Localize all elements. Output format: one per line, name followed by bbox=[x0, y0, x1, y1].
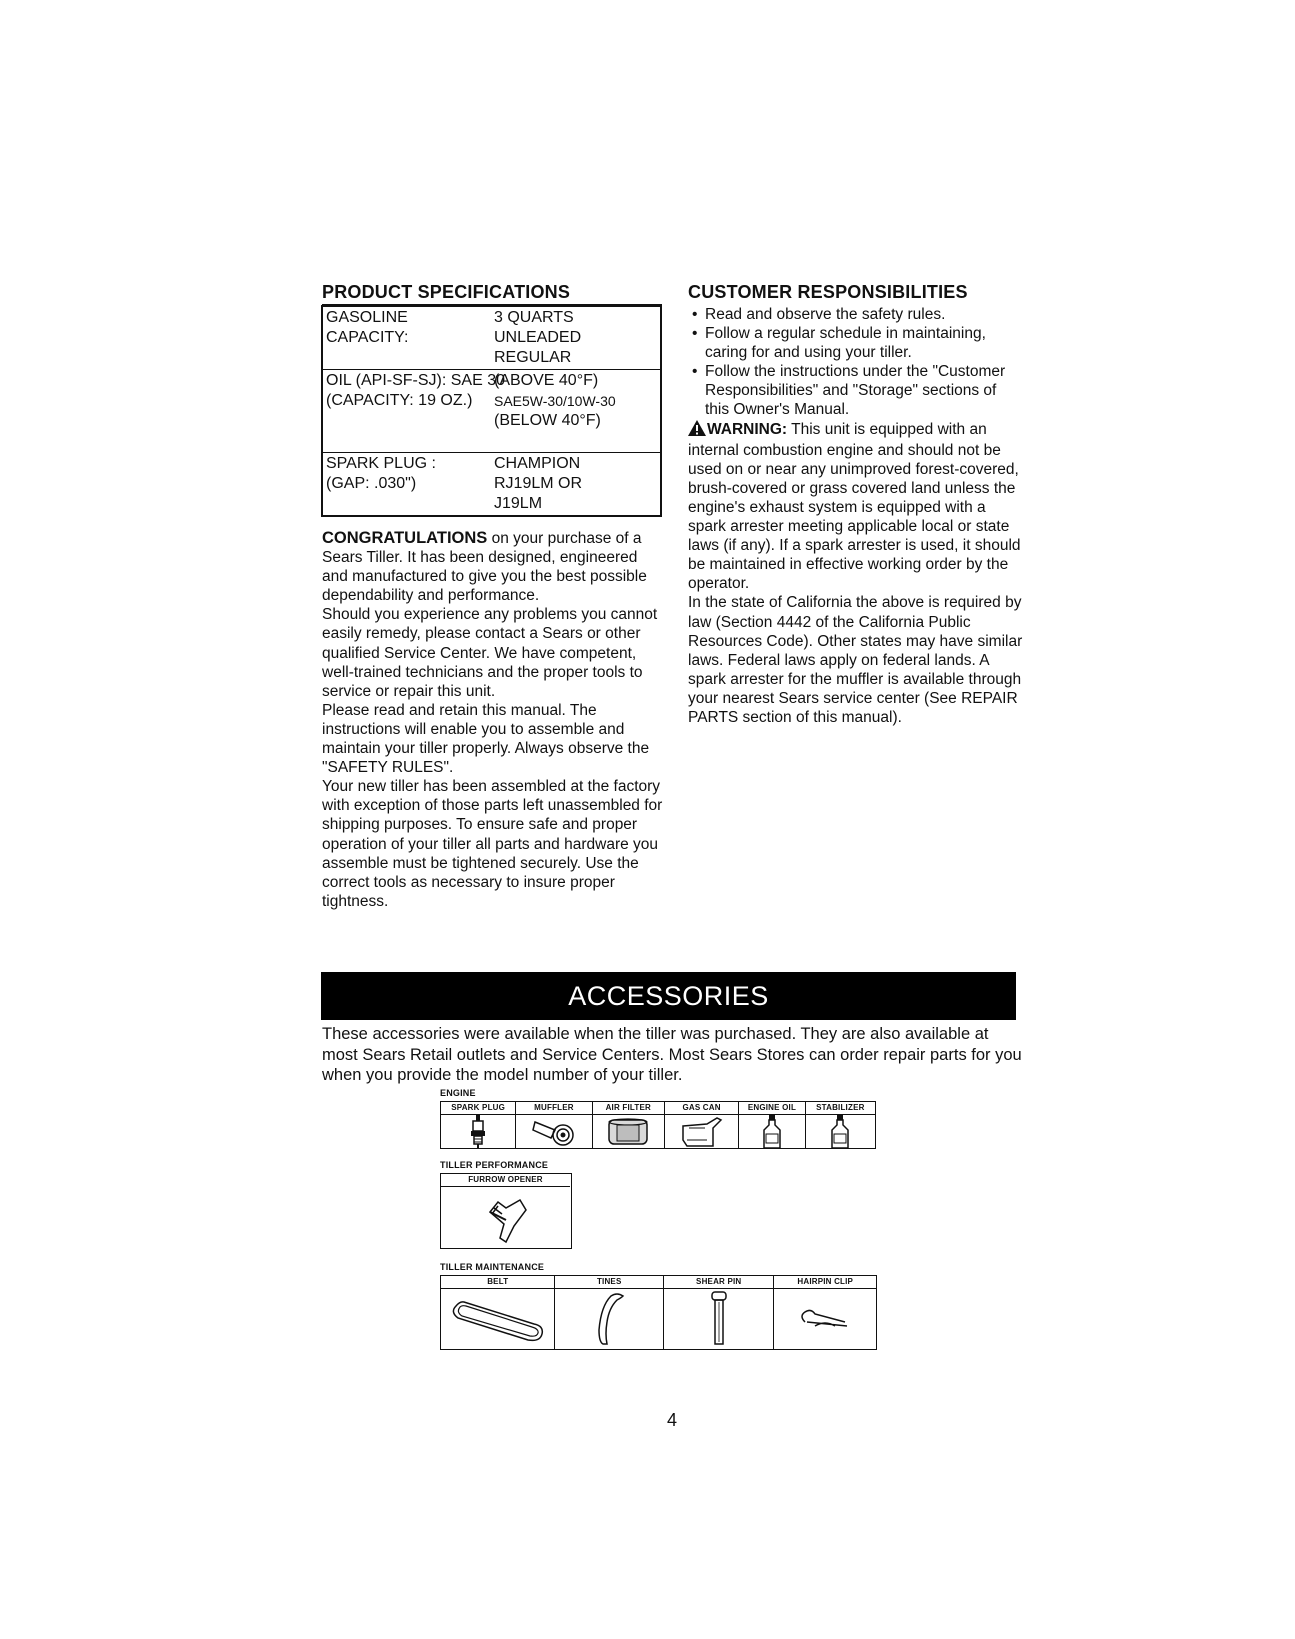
spec-label: CAPACITY: bbox=[326, 329, 409, 346]
spec-value: CHAMPION bbox=[494, 455, 581, 472]
engine-oil-bottle-icon bbox=[739, 1115, 804, 1149]
spec-value: (BELOW 40°F) bbox=[494, 412, 601, 429]
product-specifications-title: PRODUCT SPECIFICATIONS bbox=[322, 282, 662, 305]
tiller-performance-grid bbox=[440, 1173, 572, 1249]
accessory-hairpin-clip bbox=[774, 1276, 876, 1349]
congratulations-text: on your purchase of a Sears Tiller. It has been designed, engineered and manufactured to give you the best possible dependability and performance. bbox=[322, 530, 647, 605]
spec-value: 3 QUARTS bbox=[494, 309, 574, 326]
spec-label: SPARK PLUG : bbox=[326, 455, 436, 472]
belt-icon bbox=[441, 1289, 554, 1349]
engine-accessories-grid bbox=[440, 1101, 876, 1149]
spec-value: J19LM bbox=[494, 495, 543, 512]
tine-icon bbox=[555, 1289, 663, 1349]
air-filter-icon bbox=[593, 1115, 664, 1148]
accessory-gas-can bbox=[665, 1102, 739, 1148]
spec-row-gasoline bbox=[323, 307, 660, 370]
accessory-furrow-opener bbox=[441, 1174, 570, 1248]
accessory-label: MUFFLER bbox=[516, 1102, 591, 1115]
spec-label: GASOLINE bbox=[326, 309, 408, 326]
furrow-opener-icon bbox=[441, 1187, 570, 1248]
customer-responsibilities-text bbox=[688, 305, 1024, 727]
hairpin-clip-icon bbox=[774, 1289, 876, 1349]
gas-can-icon bbox=[665, 1115, 738, 1148]
accessory-engine-oil bbox=[739, 1102, 805, 1148]
group-label-engine: ENGINE bbox=[440, 1088, 476, 1098]
accessory-belt bbox=[441, 1276, 555, 1349]
introduction-text bbox=[322, 529, 665, 911]
accessory-stabilizer bbox=[806, 1102, 875, 1148]
spec-value: UNLEADED bbox=[494, 329, 582, 346]
stabilizer-bottle-icon bbox=[806, 1115, 875, 1149]
accessories-intro: These accessories were available when the tiller was purchased. They are also available at most Sears Retail outlets and Service Centers. Most Sears Stores can order repair parts for you when you provide the model number of your tiller. bbox=[322, 1025, 1022, 1084]
specifications-table bbox=[321, 305, 662, 517]
accessory-label: STABILIZER bbox=[806, 1102, 875, 1115]
service-paragraph: Should you experience any problems you cannot easily remedy, please contact a Sears or other qualified Service Center. We have competent, well-trained technicians and the proper tools to service or repair this unit. bbox=[322, 606, 658, 700]
california-law-paragraph: In the state of California the above is required by law (Section 4442 of the California Public Resources Code). Other states may have similar laws. Federal laws apply on federal lands. A spark arrester for the muffler is available through your nearest Sears service center (See REPAIR PARTS section of this manual). bbox=[688, 594, 1023, 726]
list-item: • Follow the instructions under the "Customer Responsibilities" and "Storage" sections of this Owner's Manual. bbox=[688, 362, 1024, 419]
list-item: • Follow a regular schedule in maintaining, caring for and using your tiller. bbox=[688, 324, 1024, 362]
responsibilities-list bbox=[688, 305, 1024, 420]
accessory-label: TINES bbox=[555, 1276, 663, 1289]
spec-value: REGULAR bbox=[494, 349, 572, 366]
accessory-label: HAIRPIN CLIP bbox=[774, 1276, 876, 1289]
muffler-icon bbox=[516, 1115, 591, 1148]
spec-label: (GAP: .030") bbox=[326, 475, 417, 492]
accessory-label: SPARK PLUG bbox=[441, 1102, 515, 1115]
shear-pin-icon bbox=[664, 1289, 774, 1349]
accessory-label: SHEAR PIN bbox=[664, 1276, 774, 1289]
warning-triangle-icon bbox=[688, 420, 706, 441]
accessory-tines bbox=[555, 1276, 664, 1349]
warning-text: This unit is equipped with an internal combustion engine and should not be used on or near any unimproved forest-covered, brush-covered or grass covered land unless the engine's exhaust system is equipped with a spark arrester meeting applicable local or state laws (if any). If a spark arrester is used, it should be maintained in effective working order by the operator. bbox=[688, 420, 1021, 593]
spec-label: OIL (API-SF-SJ): SAE 30 bbox=[326, 372, 506, 389]
accessory-muffler bbox=[516, 1102, 592, 1148]
accessory-shear-pin bbox=[664, 1276, 775, 1349]
warning-paragraph bbox=[688, 420, 1024, 594]
tiller-maintenance-grid bbox=[440, 1275, 877, 1350]
accessory-air-filter bbox=[593, 1102, 665, 1148]
congratulations-heading: CONGRATULATIONS bbox=[322, 529, 488, 547]
group-label-tiller-performance: TILLER PERFORMANCE bbox=[440, 1160, 549, 1170]
spec-value: SAE5W-30/10W-30 bbox=[494, 393, 616, 409]
group-label-tiller-maintenance: TILLER MAINTENANCE bbox=[440, 1262, 545, 1272]
accessory-spark-plug bbox=[441, 1102, 516, 1148]
accessory-label: AIR FILTER bbox=[593, 1102, 664, 1115]
accessory-label: BELT bbox=[441, 1276, 554, 1289]
spec-value: (ABOVE 40°F) bbox=[494, 372, 599, 389]
spec-row-oil bbox=[323, 370, 660, 453]
spec-value: RJ19LM OR bbox=[494, 475, 583, 492]
spark-plug-icon bbox=[441, 1115, 515, 1149]
accessory-label: ENGINE OIL bbox=[739, 1102, 804, 1115]
accessory-label: FURROW OPENER bbox=[441, 1174, 570, 1187]
customer-responsibilities-title: CUSTOMER RESPONSIBILITIES bbox=[688, 282, 968, 302]
spec-row-spark-plug bbox=[323, 453, 660, 515]
retain-manual-paragraph: Please read and retain this manual. The instructions will enable you to assemble and maintain your tiller properly. Always observe the "SAFETY RULES". bbox=[322, 701, 650, 777]
list-item: • Read and observe the safety rules. bbox=[688, 305, 1024, 324]
page-number: 4 bbox=[667, 1410, 678, 1430]
accessories-banner: ACCESSORIES bbox=[321, 972, 1016, 1020]
spec-label: (CAPACITY: 19 OZ.) bbox=[326, 392, 473, 409]
accessory-label: GAS CAN bbox=[665, 1102, 738, 1115]
warning-label: WARNING: bbox=[707, 420, 788, 438]
congratulations-paragraph bbox=[322, 529, 665, 605]
assembly-paragraph: Your new tiller has been assembled at the factory with exception of those parts left unassembled for shipping purposes. To ensure safe and proper operation of your tiller all parts and hardware you assemble must be tightened securely. Use the correct tools as necessary to insure proper tightness. bbox=[322, 778, 663, 910]
